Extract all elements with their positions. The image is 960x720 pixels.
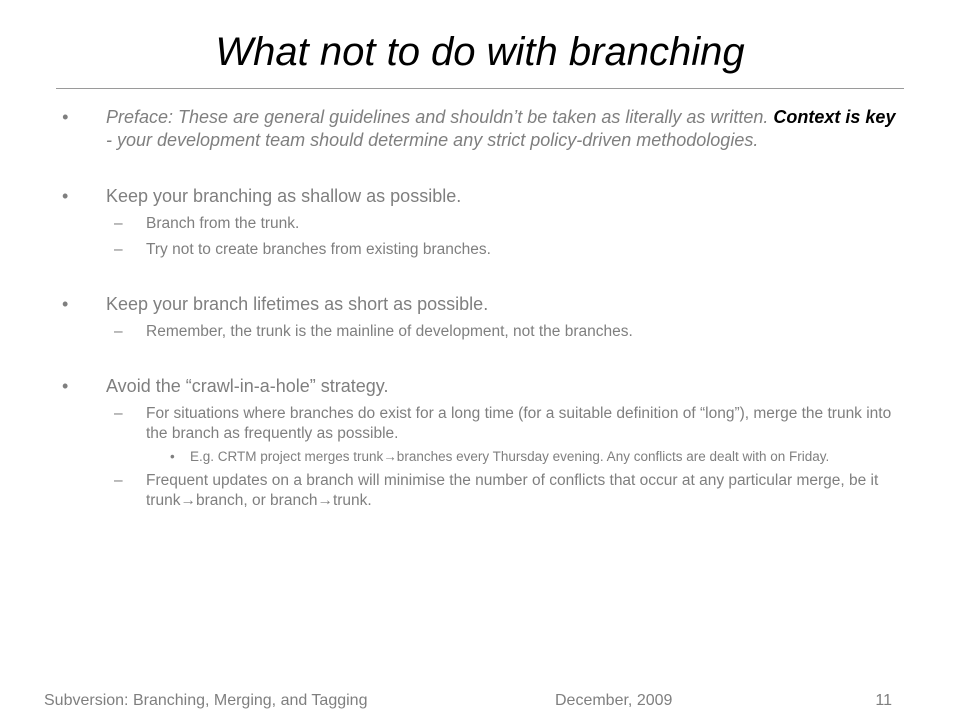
lifetimes-text: Keep your branch lifetimes as short as possible. [106,294,489,314]
dash-marker: – [114,241,123,258]
sub-bullet-text: For situations where branches do exist for a long time (for a suitable definition of “long”), merge the trunk into the branch as frequently as possible. [146,405,892,442]
bullet-marker: • [62,186,69,206]
sub-bullet-mainline [62,322,902,342]
dash-marker: – [114,405,123,422]
footer-date: December, 2009 [555,692,673,709]
dash-marker: – [114,323,123,340]
spacer [62,152,902,185]
sub-sub-bullet-crtm-example [62,449,902,465]
sub-bullet-branch-trunk [62,214,902,234]
bullet-marker: • [62,376,69,396]
shallow-text: Keep your branching as shallow as possible. [106,186,462,206]
bullet-shallow [62,185,902,208]
bullet-marker: • [170,449,175,464]
slide-body [62,106,902,511]
sub-bullet-text: Branch from the trunk. [146,215,300,232]
title-divider [56,88,904,89]
spacer [62,260,902,293]
preface-text-1: Preface: These are general guidelines and shouldn’t be taken as literally as written. [106,107,769,127]
preface-emphasis: Context is key [773,107,896,127]
bullet-marker: • [62,107,69,127]
preface-text-2: - your development team should determine any strict policy-driven methodologies. [106,130,759,150]
bullet-crawl [62,375,902,398]
footer-page-number: 11 [875,692,892,709]
dash-marker: – [114,215,123,232]
dash-marker: – [114,472,123,489]
sub-bullet-long-branches [62,404,902,444]
footer-presentation-title: Subversion: Branching, Merging, and Tagging [44,692,368,709]
spacer [62,342,902,375]
bullet-preface [62,106,902,152]
sub-bullet-text: Frequent updates on a branch will minimise the number of conflicts that occur at any particular merge, be it trunk→branch, or branch→trunk. [146,472,879,509]
sub-sub-bullet-text: E.g. CRTM project merges trunk→branches every Thursday evening. Any conflicts are dealt with on Friday. [190,449,830,464]
sub-bullet-frequent-updates [62,471,902,511]
sub-bullet-existing-branches [62,240,902,260]
slide-title: What not to do with branching [215,30,745,74]
crawl-text: Avoid the “crawl-in-a-hole” strategy. [106,376,389,396]
sub-bullet-text: Try not to create branches from existing branches. [146,241,491,258]
sub-bullet-text: Remember, the trunk is the mainline of development, not the branches. [146,323,633,340]
bullet-marker: • [62,294,69,314]
bullet-lifetimes [62,293,902,316]
